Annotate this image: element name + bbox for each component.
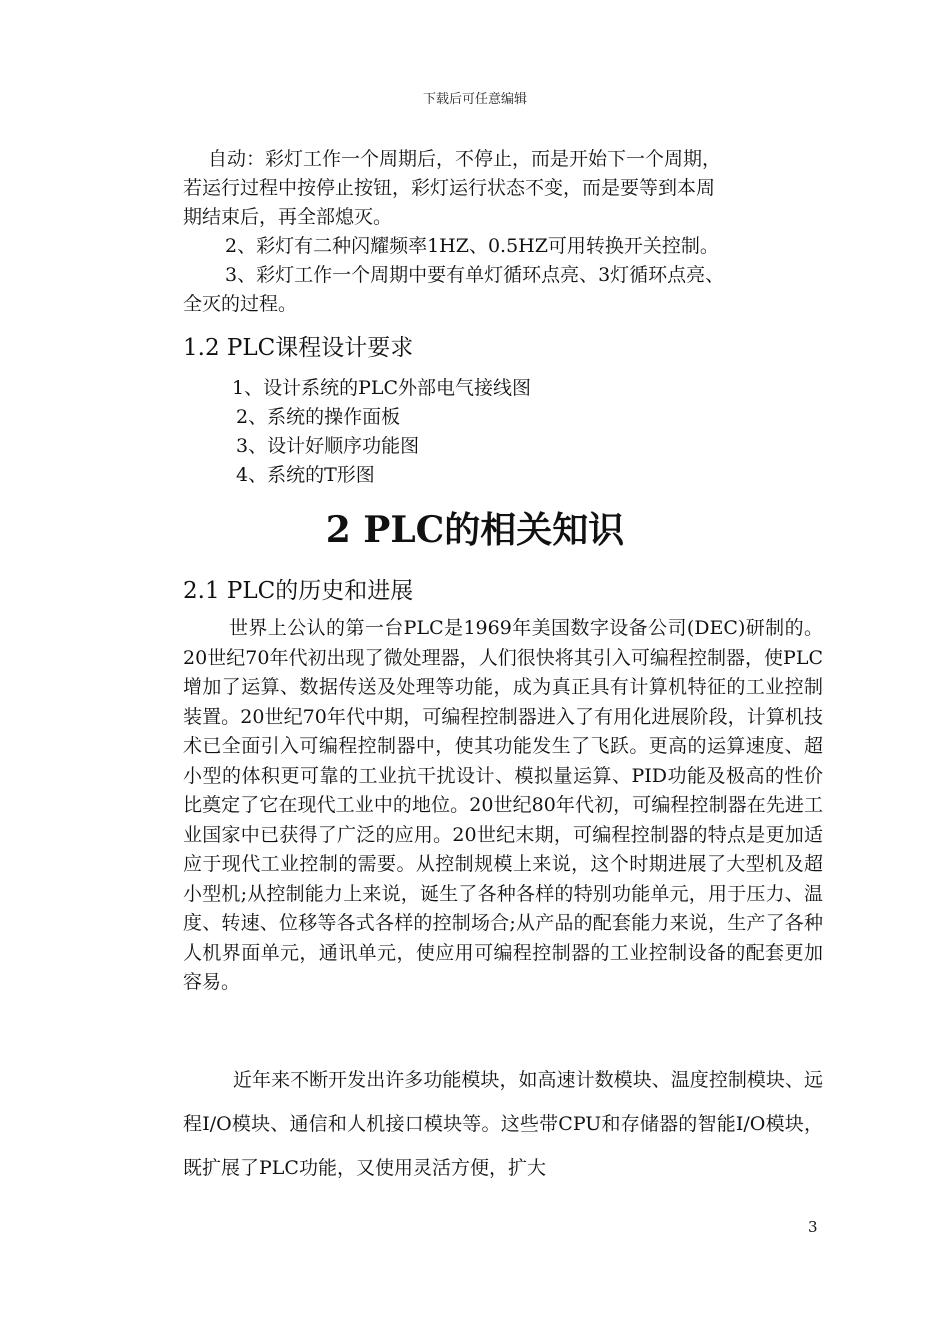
- page-number: 3: [808, 1218, 818, 1236]
- requirement-item: 1、设计系统的PLC外部电气接线图: [232, 377, 532, 399]
- modules-paragraph: 近年来不断开发出许多功能模块，如高速计数模块、温度控制模块、远程I/O模块、通信和人机接口模块等。这些带CPU和存储器的智能I/O模块，既扩展了PLC功能，又使用灵活方便，扩大: [183, 1069, 823, 1179]
- intro-line: 期结束后，再全部熄灭。: [183, 206, 393, 228]
- requirement-item: 4、系统的T形图: [236, 464, 375, 486]
- page-header: 下载后可任意编辑: [422, 92, 527, 107]
- intro-line: 若运行过程中按停止按钮，彩灯运行状态不变，而是要等到本周: [183, 177, 716, 199]
- intro-line: 全灭的过程。: [183, 293, 298, 315]
- section-heading-1-2: 1.2 PLC课程设计要求: [183, 335, 414, 361]
- intro-line: 自动：彩灯工作一个周期后，不停止，而是开始下一个周期，: [208, 148, 722, 170]
- requirement-item: 3、设计好顺序功能图: [236, 435, 420, 457]
- intro-line: 3、彩灯工作一个周期中要有单灯循环点亮、3灯循环点亮、: [225, 264, 725, 286]
- section-heading-2-1: 2.1 PLC的历史和进展: [183, 578, 414, 604]
- intro-line: 2、彩灯有二种闪耀频率1HZ、0.5HZ可用转换开关控制。: [225, 235, 719, 257]
- history-paragraph: 世界上公认的第一台PLC是1969年美国数字设备公司(DEC)研制的。20世纪70年代初出现了微处理器，人们很快将其引入可编程控制器，使PLC增加了运算、数据传送及处理等功能，成为真正具有计算机特征的工业控制装置。20世纪70年代中期，可编程控制器进入了有用化进展阶段，计算机技术已全面引入可编程控制器中，使其功能发生了飞跃。更高的运算速度、超小型的体积更可靠的工业抗干扰设计、模拟量运算、PID功能及极高的性价比奠定了它在现代工业中的地位。20世纪80年代初，可编程控制器在先进工业国家中已获得了广泛的应用。20世纪末期，可编程控制器的特点是更加适应于现代工业控制的需要。从控制规模上来说，这个时期进展了大型机及超小型机;从控制能力上来说，诞生了各种各样的特别功能单元，用于压力、温度、转速、位移等各式各样的控制场合;从产品的配套能力来说，生产了各种人机界面单元，通讯单元，使应用可编程控制器的工业控制设备的配套更加容易。: [183, 617, 823, 993]
- requirement-item: 2、系统的操作面板: [236, 406, 401, 428]
- chapter-heading-2: 2 PLC的相关知识: [325, 509, 625, 551]
